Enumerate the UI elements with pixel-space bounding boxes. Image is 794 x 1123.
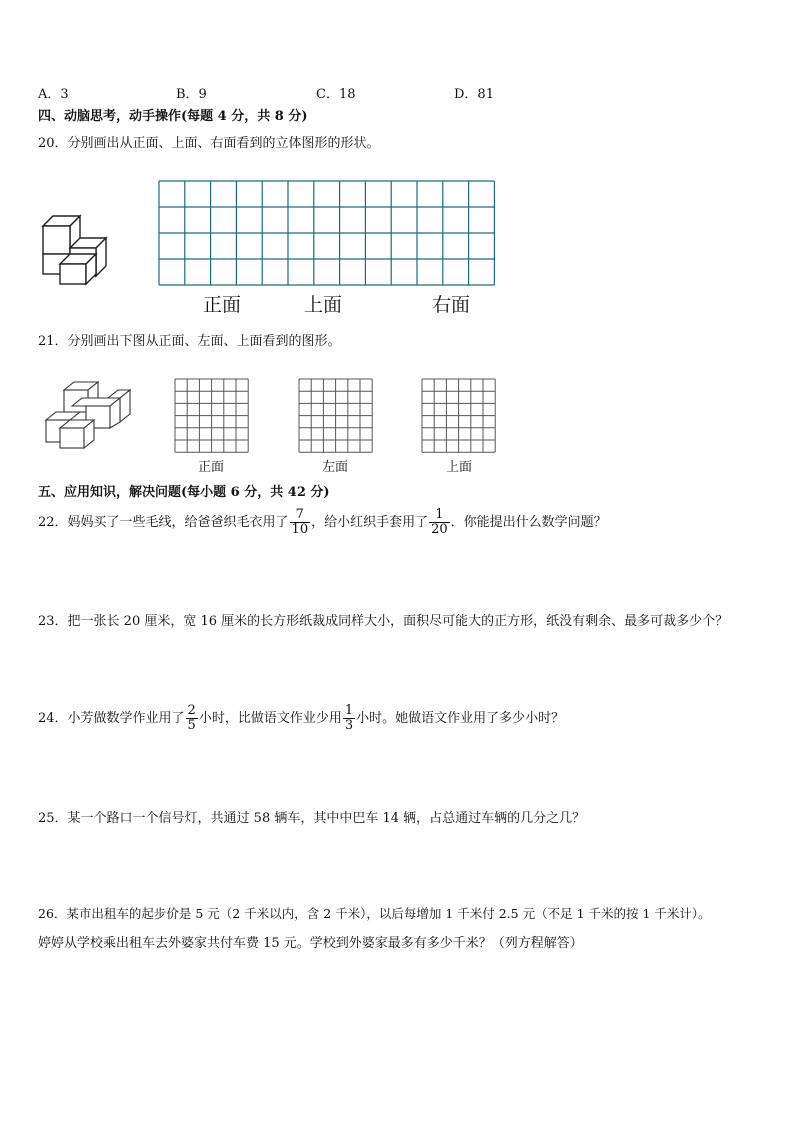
q22-text-middle: ，给小红织手套用了: [311, 515, 429, 530]
q24-fraction-1-denominator: 5: [187, 718, 196, 733]
q22-fraction-2-numerator: 1: [429, 508, 450, 523]
q24-fraction-2-numerator: 1: [344, 703, 354, 718]
option-a: A．3: [38, 87, 69, 102]
q24-fraction-2: [343, 704, 355, 733]
section-4-title: 四、动脑思考，动手操作(每题 4 分，共 8 分): [38, 109, 308, 124]
q21-label-top: 上面: [446, 460, 473, 475]
option-c: C．18: [316, 87, 356, 102]
q24-fraction-1: [186, 704, 198, 733]
q22-fraction-2-denominator: 20: [431, 522, 448, 537]
q21-label-left: 左面: [322, 460, 349, 475]
q24-text-after: 小时。她做语文作业用了多少小时？: [356, 711, 565, 726]
question-26-line-2: 婷婷从学校乘出租车去外婆家共付车费 15 元。学校到外婆家最多有多少千米？（列方程解答）: [38, 936, 583, 951]
q22-fraction-1: [290, 508, 311, 537]
q21-grid-top: [421, 378, 497, 454]
q22-text-after: ．你能提出什么数学问题？: [450, 515, 607, 530]
q24-fraction-1-numerator: 2: [187, 703, 196, 718]
q21-grid-front: [174, 378, 250, 454]
q22-fraction-1-denominator: 10: [291, 522, 309, 537]
question-23-text: 23．把一张长 20 厘米，宽 16 厘米的长方形纸裁成同样大小，面积尽可能大的正方形，纸没有剩余、最多可裁多少个？: [38, 614, 729, 629]
option-b: B．9: [176, 87, 207, 102]
section-5-title: 五、应用知识，解决问题(每小题 6 分，共 42 分): [38, 485, 330, 500]
question-20-text: 20．分别画出从正面、上面、右面看到的立体图形的形状。: [38, 136, 380, 151]
q20-drawing-grid: [158, 180, 496, 288]
q22-text-before: 22．妈妈买了一些毛线，给爸爸织毛衣用了: [38, 515, 289, 530]
q20-label-top: 上面: [304, 294, 343, 316]
q24-text-before: 24．小芳做数学作业用了: [38, 711, 185, 726]
q21-cube-figure: [42, 380, 134, 450]
q20-label-right: 右面: [432, 294, 471, 316]
q24-text-middle: 小时，比做语文作业少用: [198, 711, 342, 726]
question-22: [38, 508, 607, 538]
q24-fraction-2-denominator: 3: [344, 718, 354, 733]
question-24: [38, 704, 564, 734]
q21-grid-left: [298, 378, 374, 454]
question-26-line-1: 26．某市出租车的起步价是 5 元（2 千米以内，含 2 千米），以后每增加 1 千米付 2.5 元（不足 1 千米的按 1 千米计）。: [38, 906, 711, 921]
question-21-text: 21．分别画出下图从正面、左面、上面看到的图形。: [38, 334, 341, 349]
q20-label-front: 正面: [203, 294, 242, 316]
question-25-text: 25．某一个路口一个信号灯，共通过 58 辆车，其中中巴车 14 辆，占总通过车辆的几分之几？: [38, 811, 586, 826]
q20-cube-figure: [38, 208, 110, 290]
option-d: D．81: [454, 87, 494, 102]
q22-fraction-2: [429, 508, 450, 537]
q22-fraction-1-numerator: 7: [290, 508, 311, 523]
q21-label-front: 正面: [198, 460, 225, 475]
